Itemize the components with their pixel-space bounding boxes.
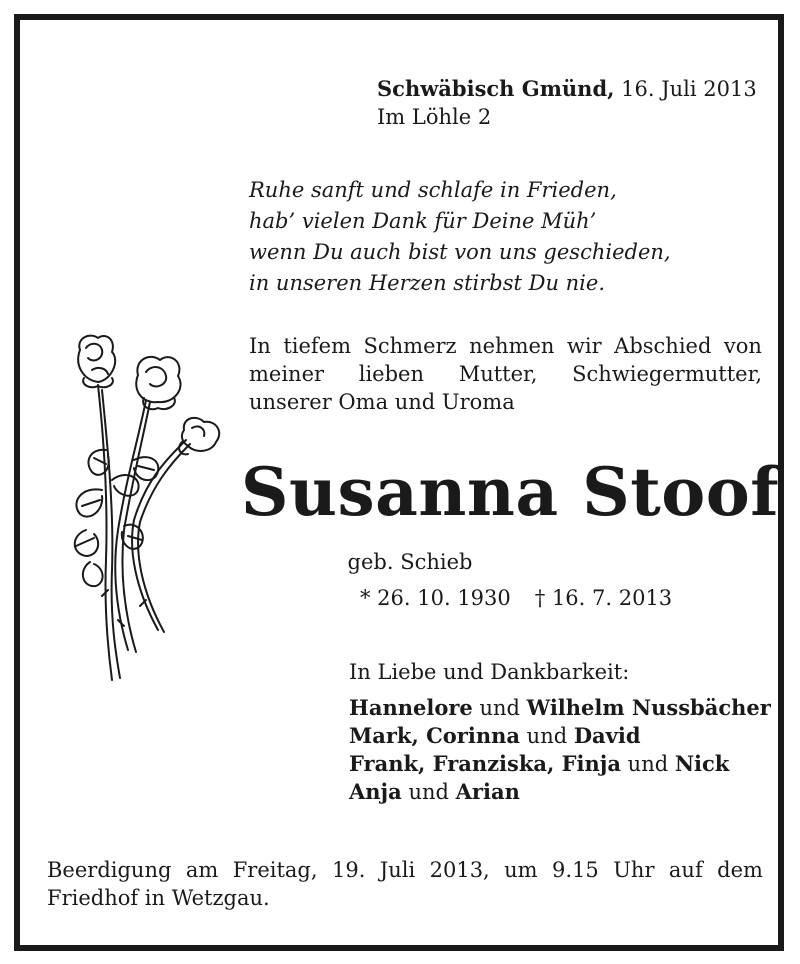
word: 2013, bbox=[429, 858, 490, 882]
connector: und bbox=[401, 780, 456, 804]
mourner-name: Hannelore bbox=[349, 695, 473, 720]
word: von bbox=[723, 334, 762, 358]
mourner-name: Nick bbox=[674, 751, 730, 776]
word: dem bbox=[717, 858, 763, 882]
roses-illustration-icon bbox=[46, 330, 226, 690]
burial-info bbox=[47, 856, 763, 912]
poem-line: wenn Du auch bist von uns geschieden, bbox=[249, 240, 671, 264]
death-date: † 16. 7. 2013 bbox=[534, 586, 673, 610]
birth-date: * 26. 10. 1930 bbox=[360, 586, 511, 610]
intro-line-2 bbox=[249, 360, 762, 388]
mourner-row bbox=[349, 778, 771, 806]
mourner-row bbox=[349, 694, 771, 722]
word: Uhr bbox=[613, 858, 655, 882]
address: Im Löhle 2 bbox=[377, 105, 492, 129]
deceased-name: Susanna Stoof bbox=[240, 453, 780, 531]
word: Abschied bbox=[614, 334, 712, 358]
mourner-name: Frank, Franziska, Finja bbox=[349, 751, 621, 776]
word: am bbox=[185, 858, 219, 882]
word: Freitag, bbox=[232, 858, 318, 882]
word: Mutter, bbox=[458, 362, 538, 386]
place-name: Schwäbisch Gmünd, bbox=[377, 76, 615, 101]
life-dates bbox=[360, 584, 672, 612]
word: meiner bbox=[249, 362, 325, 386]
word: Schwiegermutter, bbox=[572, 362, 762, 386]
intro-line-3: unserer Oma und Uroma bbox=[249, 390, 515, 414]
connector: und bbox=[472, 696, 527, 720]
word: auf bbox=[668, 858, 703, 882]
intro-line-1 bbox=[249, 332, 762, 360]
connector: und bbox=[520, 724, 574, 748]
mourner-name: David bbox=[573, 723, 641, 748]
obituary-frame bbox=[14, 14, 784, 951]
intro-text bbox=[249, 332, 762, 416]
word: In bbox=[249, 334, 271, 358]
poem bbox=[249, 175, 671, 299]
poem-line: in unseren Herzen stirbst Du nie. bbox=[249, 271, 605, 295]
word: 9.15 bbox=[552, 858, 599, 882]
word: nehmen bbox=[469, 334, 555, 358]
mourners bbox=[349, 658, 771, 806]
burial-line-2: Friedhof in Wetzgau. bbox=[47, 886, 270, 910]
connector: und bbox=[621, 752, 675, 776]
word: lieben bbox=[358, 362, 425, 386]
word: Juli bbox=[379, 858, 416, 882]
word: Beerdigung bbox=[47, 858, 172, 882]
word: um bbox=[504, 858, 538, 882]
word: Schmerz bbox=[363, 334, 457, 358]
poem-line: Ruhe sanft und schlafe in Frieden, bbox=[249, 178, 617, 202]
mourner-name: Anja bbox=[349, 779, 402, 804]
poem-line: hab’ vielen Dank für Deine Müh’ bbox=[249, 209, 597, 233]
mourner-name: Mark, Corinna bbox=[349, 723, 520, 748]
mourner-name: Arian bbox=[455, 779, 520, 804]
burial-line-1 bbox=[47, 856, 763, 884]
word: wir bbox=[566, 334, 602, 358]
mourner-row bbox=[349, 750, 771, 778]
mourner-row bbox=[349, 722, 771, 750]
notice-date: 16. Juli 2013 bbox=[621, 77, 757, 101]
word: 19. bbox=[331, 858, 366, 882]
place-date-line bbox=[377, 75, 757, 103]
mourners-intro: In Liebe und Dankbarkeit: bbox=[349, 660, 630, 684]
word: tiefem bbox=[283, 334, 352, 358]
mourner-name: Wilhelm Nussbächer bbox=[526, 695, 771, 720]
born-name: geb. Schieb bbox=[347, 550, 473, 574]
